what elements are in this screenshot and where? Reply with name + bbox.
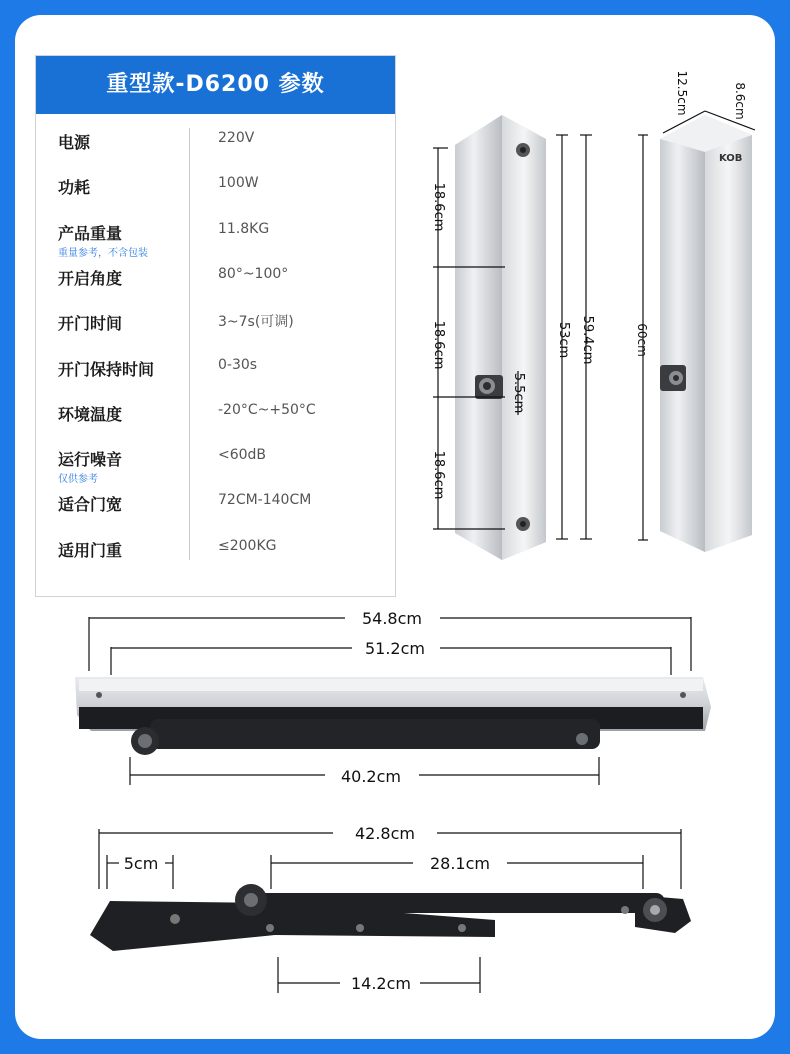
spec-value: 80°~100° — [218, 266, 289, 282]
operator-body-side — [660, 115, 752, 552]
brand-logo: KOB — [719, 153, 743, 164]
product-card — [15, 15, 775, 1039]
spec-key: 功耗 — [58, 178, 91, 197]
dim-link-end: 5cm — [123, 854, 159, 873]
dim-body-length: 60cm — [635, 323, 649, 357]
spec-value: <60dB — [218, 447, 267, 463]
spec-key: 运行噪音 — [58, 450, 123, 469]
spec-key: 开门保持时间 — [58, 360, 155, 379]
spec-value: -20°C~+50°C — [218, 402, 316, 418]
operator-body-front — [455, 115, 546, 560]
dim-inner-length: 53cm — [556, 321, 571, 359]
spec-key: 开门时间 — [58, 314, 123, 333]
spec-value: 11.8KG — [218, 221, 270, 237]
dim-arm-total: 54.8cm — [361, 609, 423, 628]
spec-key: 开启角度 — [58, 269, 123, 288]
dim-hole-offset: 5.5cm — [511, 372, 526, 414]
spec-key: 环境温度 — [58, 405, 123, 424]
spec-key: 产品重量 — [58, 224, 123, 243]
dim-side-3: 18.6cm — [431, 450, 446, 500]
spec-value: 3~7s(可调) — [218, 314, 294, 330]
operator-drawing — [15, 15, 775, 1039]
linkage-arm — [90, 884, 691, 951]
spec-note: 重量参考，不含包装 — [58, 248, 148, 259]
spec-title: 重型款-D6200 参数 — [36, 56, 395, 114]
dim-total-length: 59.4cm — [580, 315, 595, 365]
dim-link-mid: 14.2cm — [350, 974, 412, 993]
dim-depth: 8.6cm — [733, 82, 747, 120]
spec-key: 电源 — [58, 133, 91, 152]
spec-value: ≤200KG — [218, 538, 277, 554]
dim-width: 12.5cm — [675, 70, 689, 116]
spec-key: 适合门宽 — [58, 495, 123, 514]
dim-side-2: 18.6cm — [431, 320, 446, 370]
dim-link-total: 42.8cm — [354, 824, 416, 843]
dim-link-span: 28.1cm — [429, 854, 491, 873]
arm-assembly — [75, 677, 711, 755]
spec-value: 220V — [218, 130, 255, 146]
dim-arm-rail: 51.2cm — [364, 639, 426, 658]
spec-note: 仅供参考 — [58, 474, 98, 485]
spec-value: 72CM-140CM — [218, 492, 312, 508]
spec-value: 0-30s — [218, 357, 258, 373]
spec-value: 100W — [218, 175, 259, 191]
dim-side-1: 18.6cm — [431, 182, 446, 232]
dim-arm-link: 40.2cm — [340, 767, 402, 786]
spec-key: 适用门重 — [58, 541, 123, 560]
